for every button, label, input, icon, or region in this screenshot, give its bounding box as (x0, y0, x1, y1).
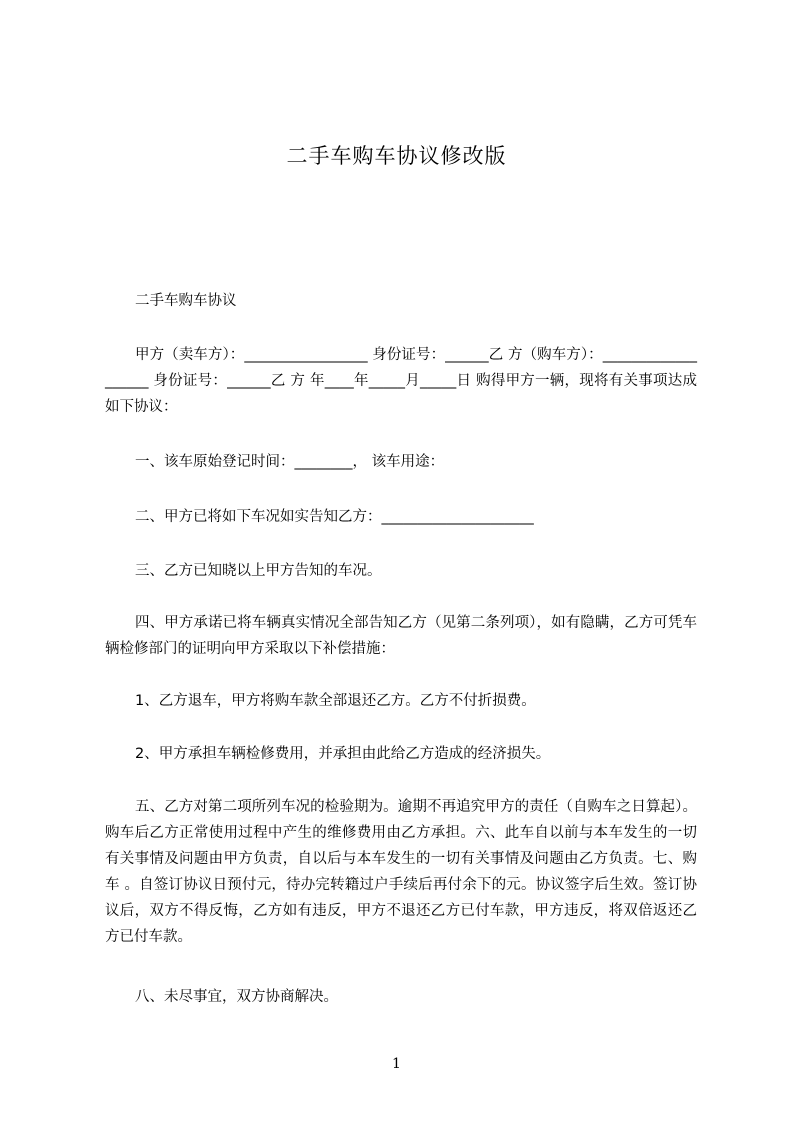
clause-2: 二、甲方已将如下车况如实告知乙方：_____________________ (135, 509, 534, 525)
clause-1: 一、该车原始登记时间：________， 该车用途： (135, 454, 445, 470)
clause-4: 四、甲方承诺已将车辆真实情况全部告知乙方（见第二条列项），如有隐瞒，乙方可凭车辆检修部门的证明向甲方采取以下补偿措施： (105, 615, 697, 657)
clause-5: 五、乙方对第二项所列车况的检验期为。逾期不再追究甲方的责任（自购车之日算起）。购车后乙方正常使用过程中产生的维修费用由乙方承担。六、此车自以前与本车发生的一切有关事情及问题由甲方负责，自以后与本车发生的一切有关事情及问题由乙方负责。七、购车 。自签订协议日预付元，待办完转籍过户手续后再付余下的元。协议签字后生效。签订协议后，双方不得反悔，乙方如有违反，甲方不退还乙方已付车款，甲方违反，将双倍返还乙方已付车款。 (105, 799, 697, 945)
agreement-heading: 二手车购车协议 (135, 293, 237, 309)
clause-3: 三、乙方已知晓以上甲方告知的车况。 (135, 563, 382, 579)
clause-4-item-1: 1、乙方退车，甲方将购车款全部退还乙方。乙方不付折损费。 (135, 693, 536, 709)
document-title: 二手车购车协议修改版 (286, 144, 507, 168)
clause-8: 八、未尽事宜，双方协商解决。 (135, 989, 338, 1005)
page-number: 1 (392, 1056, 401, 1072)
clause-4-item-2: 2、甲方承担车辆检修费用，并承担由此给乙方造成的经济损失。 (135, 746, 551, 762)
parties-paragraph: 甲方（卖车方）：_________________ 身份证号：______乙 方（购车方）：___________________ 身份证号：______乙 方 年____年_____月_____日 购得甲方一辆，现将有关事项达成如下协议： (105, 347, 697, 415)
